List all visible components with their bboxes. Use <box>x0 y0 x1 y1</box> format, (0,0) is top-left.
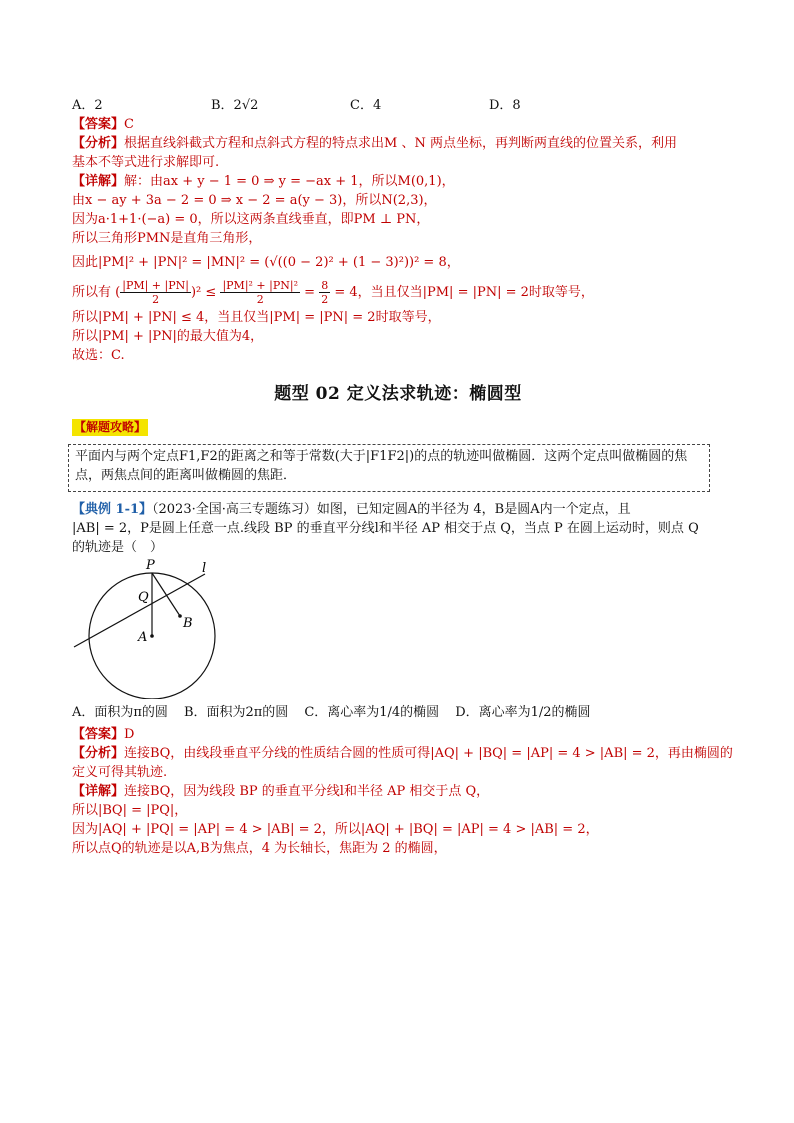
segment-bp <box>152 573 180 616</box>
prev-detail-line-2: 由x − ay + 3a − 2 = 0 ⇒ x − 2 = a(y − 3)，所以N(2,3)， <box>72 193 437 208</box>
point-a <box>150 634 154 638</box>
prev-conclusion-2: 所以|PM| + |PN|的最大值为4， <box>72 329 264 344</box>
example-text-1: （2023·全国·高三专题练习）如图，已知定圆A的半径为 4，B是圆A内一个定点，且 <box>152 502 631 517</box>
example-detail-tag: 【详解】 <box>72 784 125 799</box>
point-b <box>178 614 182 618</box>
strategy-label: 【解题攻略】 <box>74 420 147 434</box>
analysis-text-1: 根据直线斜截式方程和点斜式方程的特点求出M 、N 两点坐标，再判断两直线的位置关系，利用 <box>124 136 677 151</box>
detail-text-1: 解：由ax + y − 1 = 0 ⇒ y = −ax + 1，所以M(0,1)， <box>124 174 455 189</box>
strategy-text: 平面内与两个定点F1,F2的距离之和等于常数(大于|F1F2|)的点的轨迹叫做椭圆．这两个定点叫做椭圆的焦点，两焦点间的距离叫做椭圆的焦距． <box>75 449 688 483</box>
option-b: B．2√2 <box>211 98 259 113</box>
example-line-3: 的轨迹是（ ） <box>72 540 164 555</box>
prev-detail-line-3: 因为a·1+1·(−a) = 0，所以这两条直线垂直，即PM ⊥ PN， <box>72 212 430 227</box>
section-title: 题型 02 定义法求轨迹：椭圆型 <box>274 384 522 404</box>
eq2-bracket-right: )² <box>190 285 202 300</box>
document-page <box>72 96 733 858</box>
eq2-left-fraction <box>120 279 191 306</box>
example-option-a: A．面积为π的圆 <box>72 705 168 720</box>
eq2-suffix: = 4，当且仅当|PM| = |PN| = 2时取等号， <box>334 285 594 300</box>
example-answer-value: D <box>124 727 135 742</box>
eq2-right-den: 2 <box>321 293 329 306</box>
eq2-left-den: 2 <box>152 293 160 306</box>
label-a: A <box>138 630 148 645</box>
prev-equation-2 <box>72 278 724 308</box>
prev-detail-line-1 <box>72 172 724 191</box>
example-detail-line-3: 因为|AQ| + |PQ| = |AP| = 4 > |AB| = 2，所以|AQ| + |BQ| = |AP| = 4 > |AB| = 2， <box>72 822 599 837</box>
eq2-leq: ≤ <box>205 285 217 300</box>
circle-figure <box>72 559 724 697</box>
label-l: l <box>202 561 207 576</box>
answer-tag: 【答案】 <box>72 117 125 132</box>
prev-analysis-line-1 <box>72 134 724 153</box>
prev-final: 故选：C. <box>72 348 125 363</box>
strategy-label-row <box>72 418 724 437</box>
eq2-mid-fraction <box>220 279 300 306</box>
eq2-left-num: |PM| + |PN| <box>122 279 189 292</box>
example-detail-line-4: 所以点Q的轨迹是以A,B为焦点，4 为长轴长，焦距为 2 的椭圆， <box>72 841 447 856</box>
detail-tag: 【详解】 <box>72 174 125 189</box>
example-analysis-line-1 <box>72 744 733 763</box>
prev-analysis-line-2: 基本不等式进行求解即可. <box>72 155 220 170</box>
example-options-row <box>72 701 724 725</box>
prev-detail-line-4: 所以三角形PMN是直角三角形， <box>72 231 262 246</box>
example-analysis-line-2: 定义可得其轨迹. <box>72 765 168 780</box>
example-analysis-tag: 【分析】 <box>72 746 125 761</box>
label-q: Q <box>138 590 149 605</box>
label-p: P <box>146 559 155 573</box>
option-d: D．8 <box>489 98 521 113</box>
eq2-prefix: 所以有 <box>72 285 112 300</box>
eq2-mid-num: |PM|² + |PN|² <box>222 279 298 292</box>
prev-options-row <box>72 96 724 115</box>
example-line-1 <box>72 500 724 519</box>
eq2-bracket-left: ( <box>115 285 121 300</box>
circle-diagram <box>72 559 252 699</box>
example-analysis-text-1: 连接BQ，由线段垂直平分线的性质结合圆的性质可得|AQ| + |BQ| = |AP| = 4 > |AB| = 2，再由椭圆的 <box>124 746 733 761</box>
eq2-right-num: 8 <box>321 279 329 292</box>
option-c: C．4 <box>350 98 382 113</box>
example-option-d: D．离心率为1/2的椭圆 <box>455 705 591 720</box>
analysis-tag: 【分析】 <box>72 136 125 151</box>
option-a: A．2 <box>72 98 103 113</box>
label-b: B <box>183 616 193 631</box>
eq2-right-fraction <box>319 279 330 306</box>
example-detail-text-1: 连接BQ，因为线段 BP 的垂直平分线l和半径 AP 相交于点 Q， <box>124 784 490 799</box>
answer-value: C <box>124 117 134 132</box>
example-answer <box>72 725 724 744</box>
strategy-box <box>68 444 710 492</box>
prev-conclusion-1: 所以|PM| + |PN| ≤ 4，当且仅当|PM| = |PN| = 2时取等号， <box>72 310 441 325</box>
example-detail-line-2: 所以|BQ| = |PQ|， <box>72 803 188 818</box>
example-answer-tag: 【答案】 <box>72 727 125 742</box>
example-option-b: B．面积为2π的圆 <box>183 705 289 720</box>
example-detail-line-1 <box>72 782 724 801</box>
prev-answer <box>72 115 724 134</box>
example-line-2: |AB| = 2，P是圆上任意一点.线段 BP 的垂直平分线l和半径 AP 相交于点 Q，当点 P 在圆上运动时，则点 Q <box>72 521 699 536</box>
example-tag: 【典例 1-1】 <box>72 502 153 517</box>
eq2-equals: = <box>304 285 316 300</box>
eq2-mid-den: 2 <box>256 293 264 306</box>
example-option-c: C．离心率为1/4的椭圆 <box>304 705 440 720</box>
prev-equation-1: 因此|PM|² + |PN|² = |MN|² = (√((0 − 2)² + (1 − 3)²))² = 8， <box>72 255 460 270</box>
